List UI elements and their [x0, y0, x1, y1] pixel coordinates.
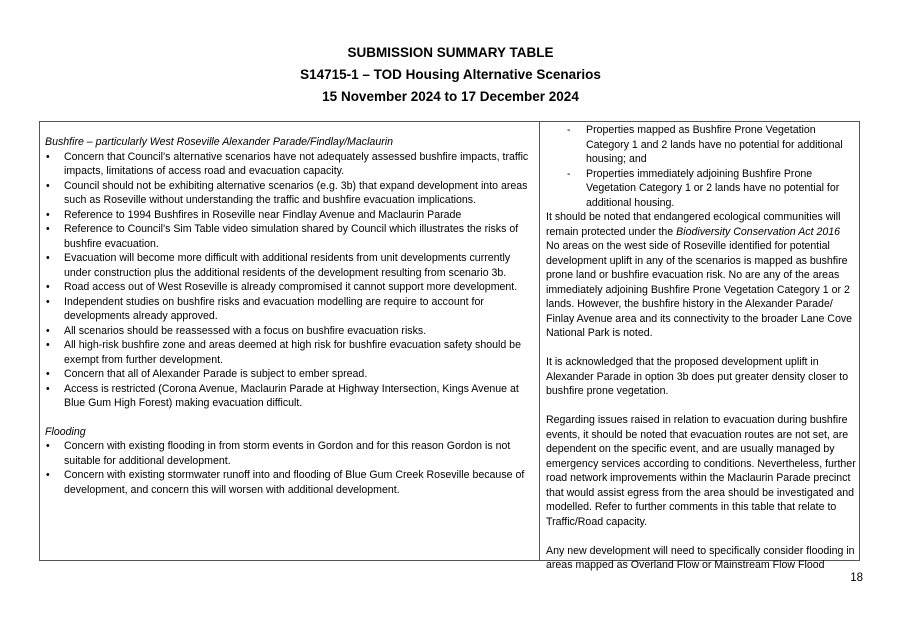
list-item: - Properties mapped as Bushfire Prone Vegetation Category 1 and 2 lands have no potential for additional housing; and [546, 123, 856, 167]
list-item: • Reference to 1994 Bushfires in Roseville near Findlay Avenue and Maclaurin Parade [45, 208, 535, 223]
list-item: • Concern that Council’s alternative scenarios have not adequately assessed bushfire impacts, traffic impacts, limitations of access road and evacuation capacity. [45, 150, 535, 179]
list-item: • Access is restricted (Corona Avenue, Maclaurin Parade at Highway Intersection, Kings Avenue at Blue Gum High Forest) making evacuation difficult. [45, 382, 535, 411]
housing-constraints-list [546, 123, 856, 210]
summary-table [39, 121, 860, 571]
page-number: 18 [850, 572, 863, 584]
response-paragraph-ecology: It should be noted that endangered ecological communities will remain protected under the Biodiversity Conservation Act 2016 No areas on the west side of Roseville identified for potential development uplift in any of the scenarios is mapped as bushfire prone land or bushfire evacuation risk. No are any of the areas immediately adjoining Bushfire Prone Vegetation Category 1 or 2 lands. However, the bushfire history in the Alexander Parade/ Finlay Avenue area and its connectivity to the broader Lane Cove National Park is noted. [546, 211, 853, 339]
bushfire-section-title: Bushfire – particularly West Roseville Alexander Parade/Findlay/Maclaurin [45, 136, 393, 148]
response-column [546, 123, 856, 573]
list-item: • All scenarios should be reassessed with a focus on bushfire evacuation risks. [45, 324, 535, 339]
list-item: • Independent studies on bushfire risks and evacuation modelling are require to account for developments already approved. [45, 295, 535, 324]
document-subtitle: S14715-1 – TOD Housing Alternative Scenarios [300, 67, 601, 82]
list-item: • Road access out of West Roseville is already compromised it cannot support more development. [45, 280, 535, 295]
flooding-section-title: Flooding [45, 425, 86, 438]
column-divider [539, 122, 540, 560]
act-name: Biodiversity Conservation Act 2016 [676, 225, 841, 238]
response-paragraph-evacuation: Regarding issues raised in relation to evacuation during bushfire events, it should be noted that evacuation routes are not set, are dependent on the specific event, and are usually managed by emergency services according to conditions. Nevertheless, further road network improvements within the Maclaurin Parade precinct that would assist egress from the area should be investigated and modelled. Refer to further comments in this table that relate to Traffic/Road capacity. [546, 414, 856, 528]
list-item: • Concern that all of Alexander Parade is subject to ember spread. [45, 367, 535, 382]
list-item: • Council should not be exhibiting alternative scenarios (e.g. 3b) that expand development into areas such as Roseville without understanding the traffic and bushfire evacuation implications. [45, 179, 535, 208]
document-date-range: 15 November 2024 to 17 December 2024 [322, 89, 579, 104]
submission-column [45, 135, 535, 497]
list-item: • Evacuation will become more difficult with additional residents from unit developments currently under construction plus the additional residents of the development resulting from scenario 3b. [45, 251, 535, 280]
bushfire-list [45, 150, 535, 411]
document-title: SUBMISSION SUMMARY TABLE [347, 45, 554, 60]
list-item: • Concern with existing stormwater runoff into and flooding of Blue Gum Creek Roseville because of development, and concern this will worsen with additional development. [45, 468, 535, 497]
list-item: • Reference to Council’s Sim Table video simulation shared by Council which illustrates the risks of bushfire evacuation. [45, 222, 535, 251]
list-item: • All high-risk bushfire zone and areas deemed at high risk for bushfire evacuation safety should be exempt from further development. [45, 338, 535, 367]
response-paragraph-flooding: Any new development will need to specifically consider flooding in areas mapped as Overland Flow or Mainstream Flow Flood [546, 544, 855, 571]
list-item: • Concern with existing flooding in from storm events in Gordon and for this reason Gordon is not suitable for additional development. [45, 439, 535, 468]
response-paragraph-density: It is acknowledged that the proposed development uplift in Alexander Parade in option 3b does put greater density closer to bushfire prone vegetation. [546, 356, 849, 397]
flooding-list [45, 439, 535, 497]
list-item: - Properties immediately adjoining Bushfire Prone Vegetation Category 1 or 2 lands have no potential for additional housing. [546, 167, 856, 211]
